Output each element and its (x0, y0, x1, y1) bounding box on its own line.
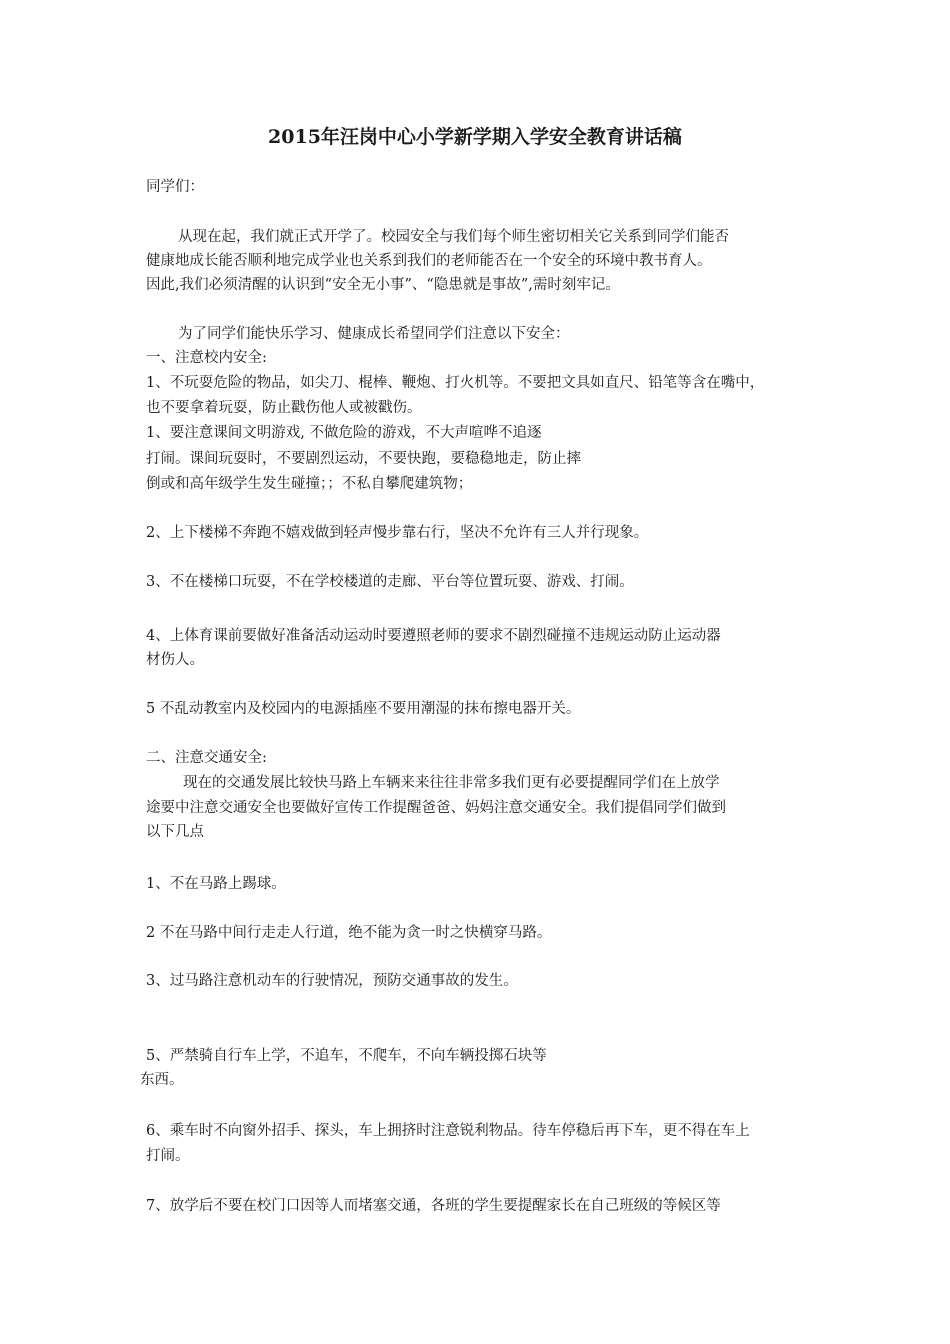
document-title: 2015年汪岗中心小学新学期入学安全教育讲话稿 (268, 126, 682, 148)
list-item: 5 不乱动教室内及校园内的电源插座不要用潮湿的抹布擦电器开关。 (146, 701, 581, 717)
list-item: 2、上下楼梯不奔跑不嬉戏做到轻声慢步靠右行，坚决不允许有三人并行现象。 (146, 525, 649, 541)
list-item: 4、上体育课前要做好准备活动运动时要遵照老师的要求不剧烈碰撞不违规运动防止运动器 (146, 628, 721, 644)
list-item: 1、要注意课间文明游戏, 不做危险的游戏，不大声喧哗不追逐 (146, 425, 542, 441)
list-item: 5、严禁骑自行车上学，不追车，不爬车，不向车辆投掷石块等 (146, 1048, 547, 1064)
paragraph-line: 以下几点 (146, 824, 204, 840)
list-item: 3、过马路注意机动车的行驶情况，预防交通事故的发生。 (146, 973, 518, 989)
section-heading: 二、注意交通安全: (146, 750, 267, 766)
paragraph-line: 途要中注意交通安全也要做好宣传工作提醒爸爸、妈妈注意交通安全。我们提倡同学们做到 (146, 800, 726, 816)
list-item: 1、不在马路上踢球。 (146, 876, 286, 892)
list-item: 6、乘车时不向窗外招手、探头，车上拥挤时注意锐利物品。待车停稳后再下车，更不得在车上 (146, 1123, 750, 1139)
list-item: 1、不玩耍危险的物品，如尖刀、棍棒、鞭炮、打火机等。不要把文具如直尺、铅笔等含在嘴中， (146, 375, 765, 391)
list-item: 也不要拿着玩耍，防止戳伤他人或被戳伤。 (146, 400, 422, 416)
list-item: 材伤人。 (146, 652, 204, 668)
paragraph-line: 因此,我们必须清醒的认识到“安全无小事”、“隐患就是事故”,需时刻牢记。 (146, 277, 620, 293)
list-item: 打闹。 (146, 1148, 190, 1164)
list-item: 东西。 (140, 1072, 184, 1088)
paragraph-line: 为了同学们能快乐学习、健康成长希望同学们注意以下安全： (178, 326, 570, 342)
paragraph-line: 从现在起，我们就正式开学了。校园安全与我们每个师生密切相关它关系到同学们能否 (178, 229, 729, 245)
list-item: 7、放学后不要在校门口因等人而堵塞交通，各班的学生要提醒家长在自己班级的等候区等 (146, 1198, 721, 1214)
paragraph-line: 健康地成长能否顺利地完成学业也关系到我们的老师能否在一个安全的环境中教书育人。 (146, 253, 712, 269)
list-item: 打闹。课间玩耍时，不要剧烈运动，不要快跑，要稳稳地走，防止摔 (146, 451, 581, 467)
section-heading: 一、注意校内安全: (146, 350, 267, 366)
list-item: 倒或和高年级学生发生碰撞；；不私自攀爬建筑物； (146, 476, 473, 492)
greeting: 同学们： (146, 179, 204, 195)
paragraph-line: 现在的交通发展比较快马路上车辆来来往往非常多我们更有必要提醒同学们在上放学 (183, 775, 720, 791)
list-item: 3、不在楼梯口玩耍，不在学校楼道的走廊、平台等位置玩耍、游戏、打闹。 (146, 574, 634, 590)
list-item: 2 不在马路中间行走走人行道，绝不能为贪一时之快横穿马路。 (146, 925, 552, 941)
